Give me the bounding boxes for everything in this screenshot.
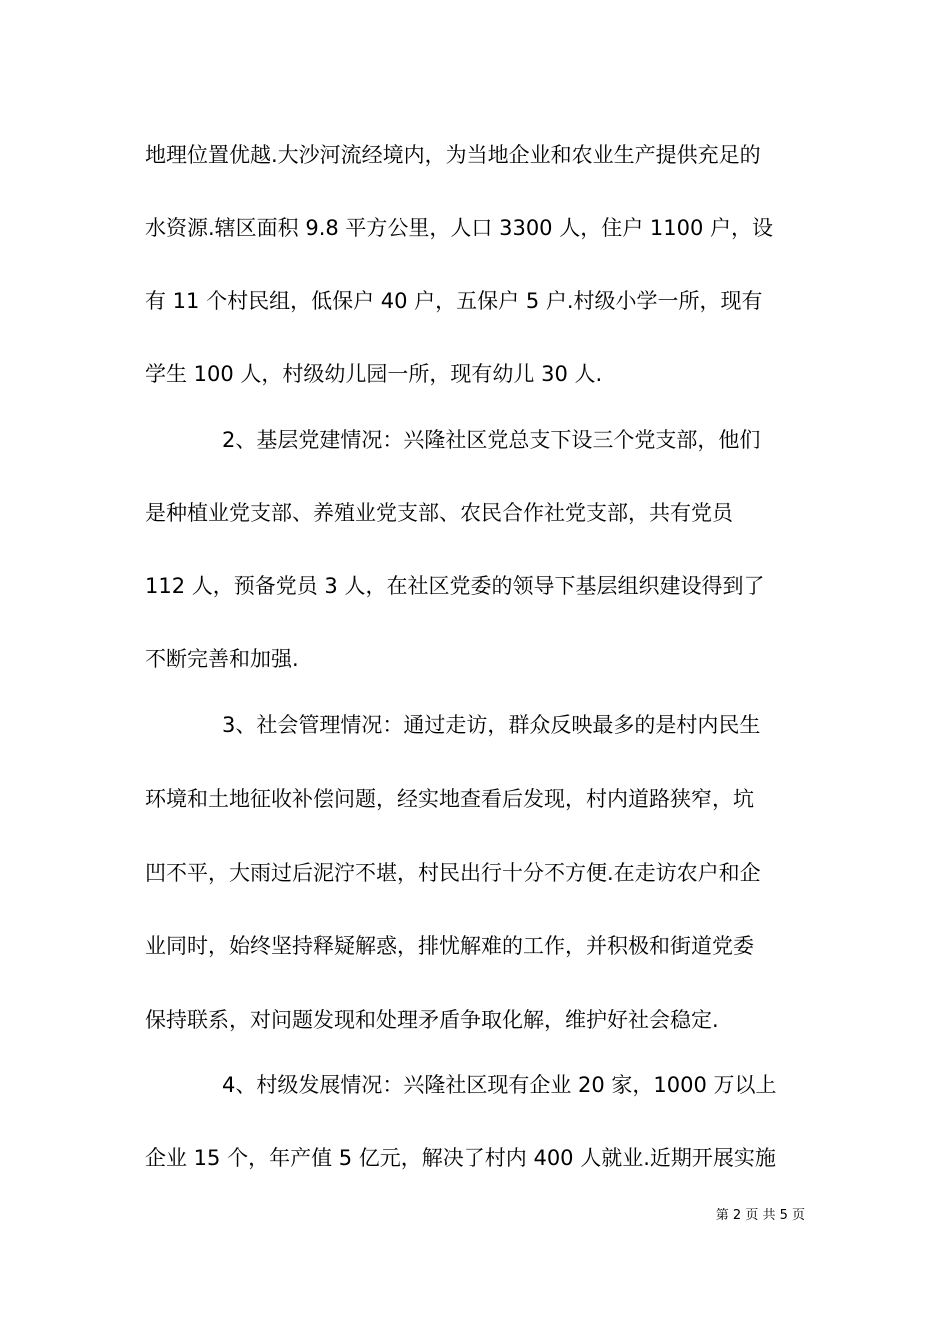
text-line-6: 是种植业党支部、养殖业党支部、农民合作社党支部，共有党员 [145, 501, 733, 525]
text-line-7: 112 人，预备党员 3 人，在社区党委的领导下基层组织建设得到了 [145, 574, 765, 598]
paragraph-3-start: 3、社会管理情况：通过走访，群众反映最多的是村内民生 [222, 713, 761, 737]
paragraph-4-start: 4、村级发展情况：兴隆社区现有企业 20 家，1000 万以上 [222, 1073, 777, 1097]
text-line-8: 不断完善和加强. [145, 647, 299, 671]
text-line-2: 水资源.辖区面积 9.8 平方公里，人口 3300 人，住户 1100 户，设 [145, 216, 774, 240]
text-line-4: 学生 100 人，村级幼儿园一所，现有幼儿 30 人. [145, 362, 603, 386]
text-line-15: 企业 15 个，年产值 5 亿元，解决了村内 400 人就业.近期开展实施 [145, 1146, 776, 1170]
text-line-10: 环境和土地征收补偿问题，经实地查看后发现，村内道路狭窄，坑 [145, 787, 754, 811]
text-line-13: 保持联系，对问题发现和处理矛盾争取化解，维护好社会稳定. [145, 1008, 719, 1032]
text-line-11: 凹不平，大雨过后泥泞不堪，村民出行十分不方便.在走访农户和企 [145, 861, 761, 885]
page-number: 第 2 页 共 5 页 [715, 1208, 805, 1223]
paragraph-2-start: 2、基层党建情况：兴隆社区党总支下设三个党支部，他们 [222, 428, 761, 452]
text-line-12: 业同时，始终坚持释疑解惑，排忧解难的工作，并积极和街道党委 [145, 934, 754, 958]
text-line-3: 有 11 个村民组，低保户 40 户，五保户 5 户.村级小学一所，现有 [145, 289, 763, 313]
text-line-1: 地理位置优越.大沙河流经境内，为当地企业和农业生产提供充足的 [145, 143, 761, 167]
